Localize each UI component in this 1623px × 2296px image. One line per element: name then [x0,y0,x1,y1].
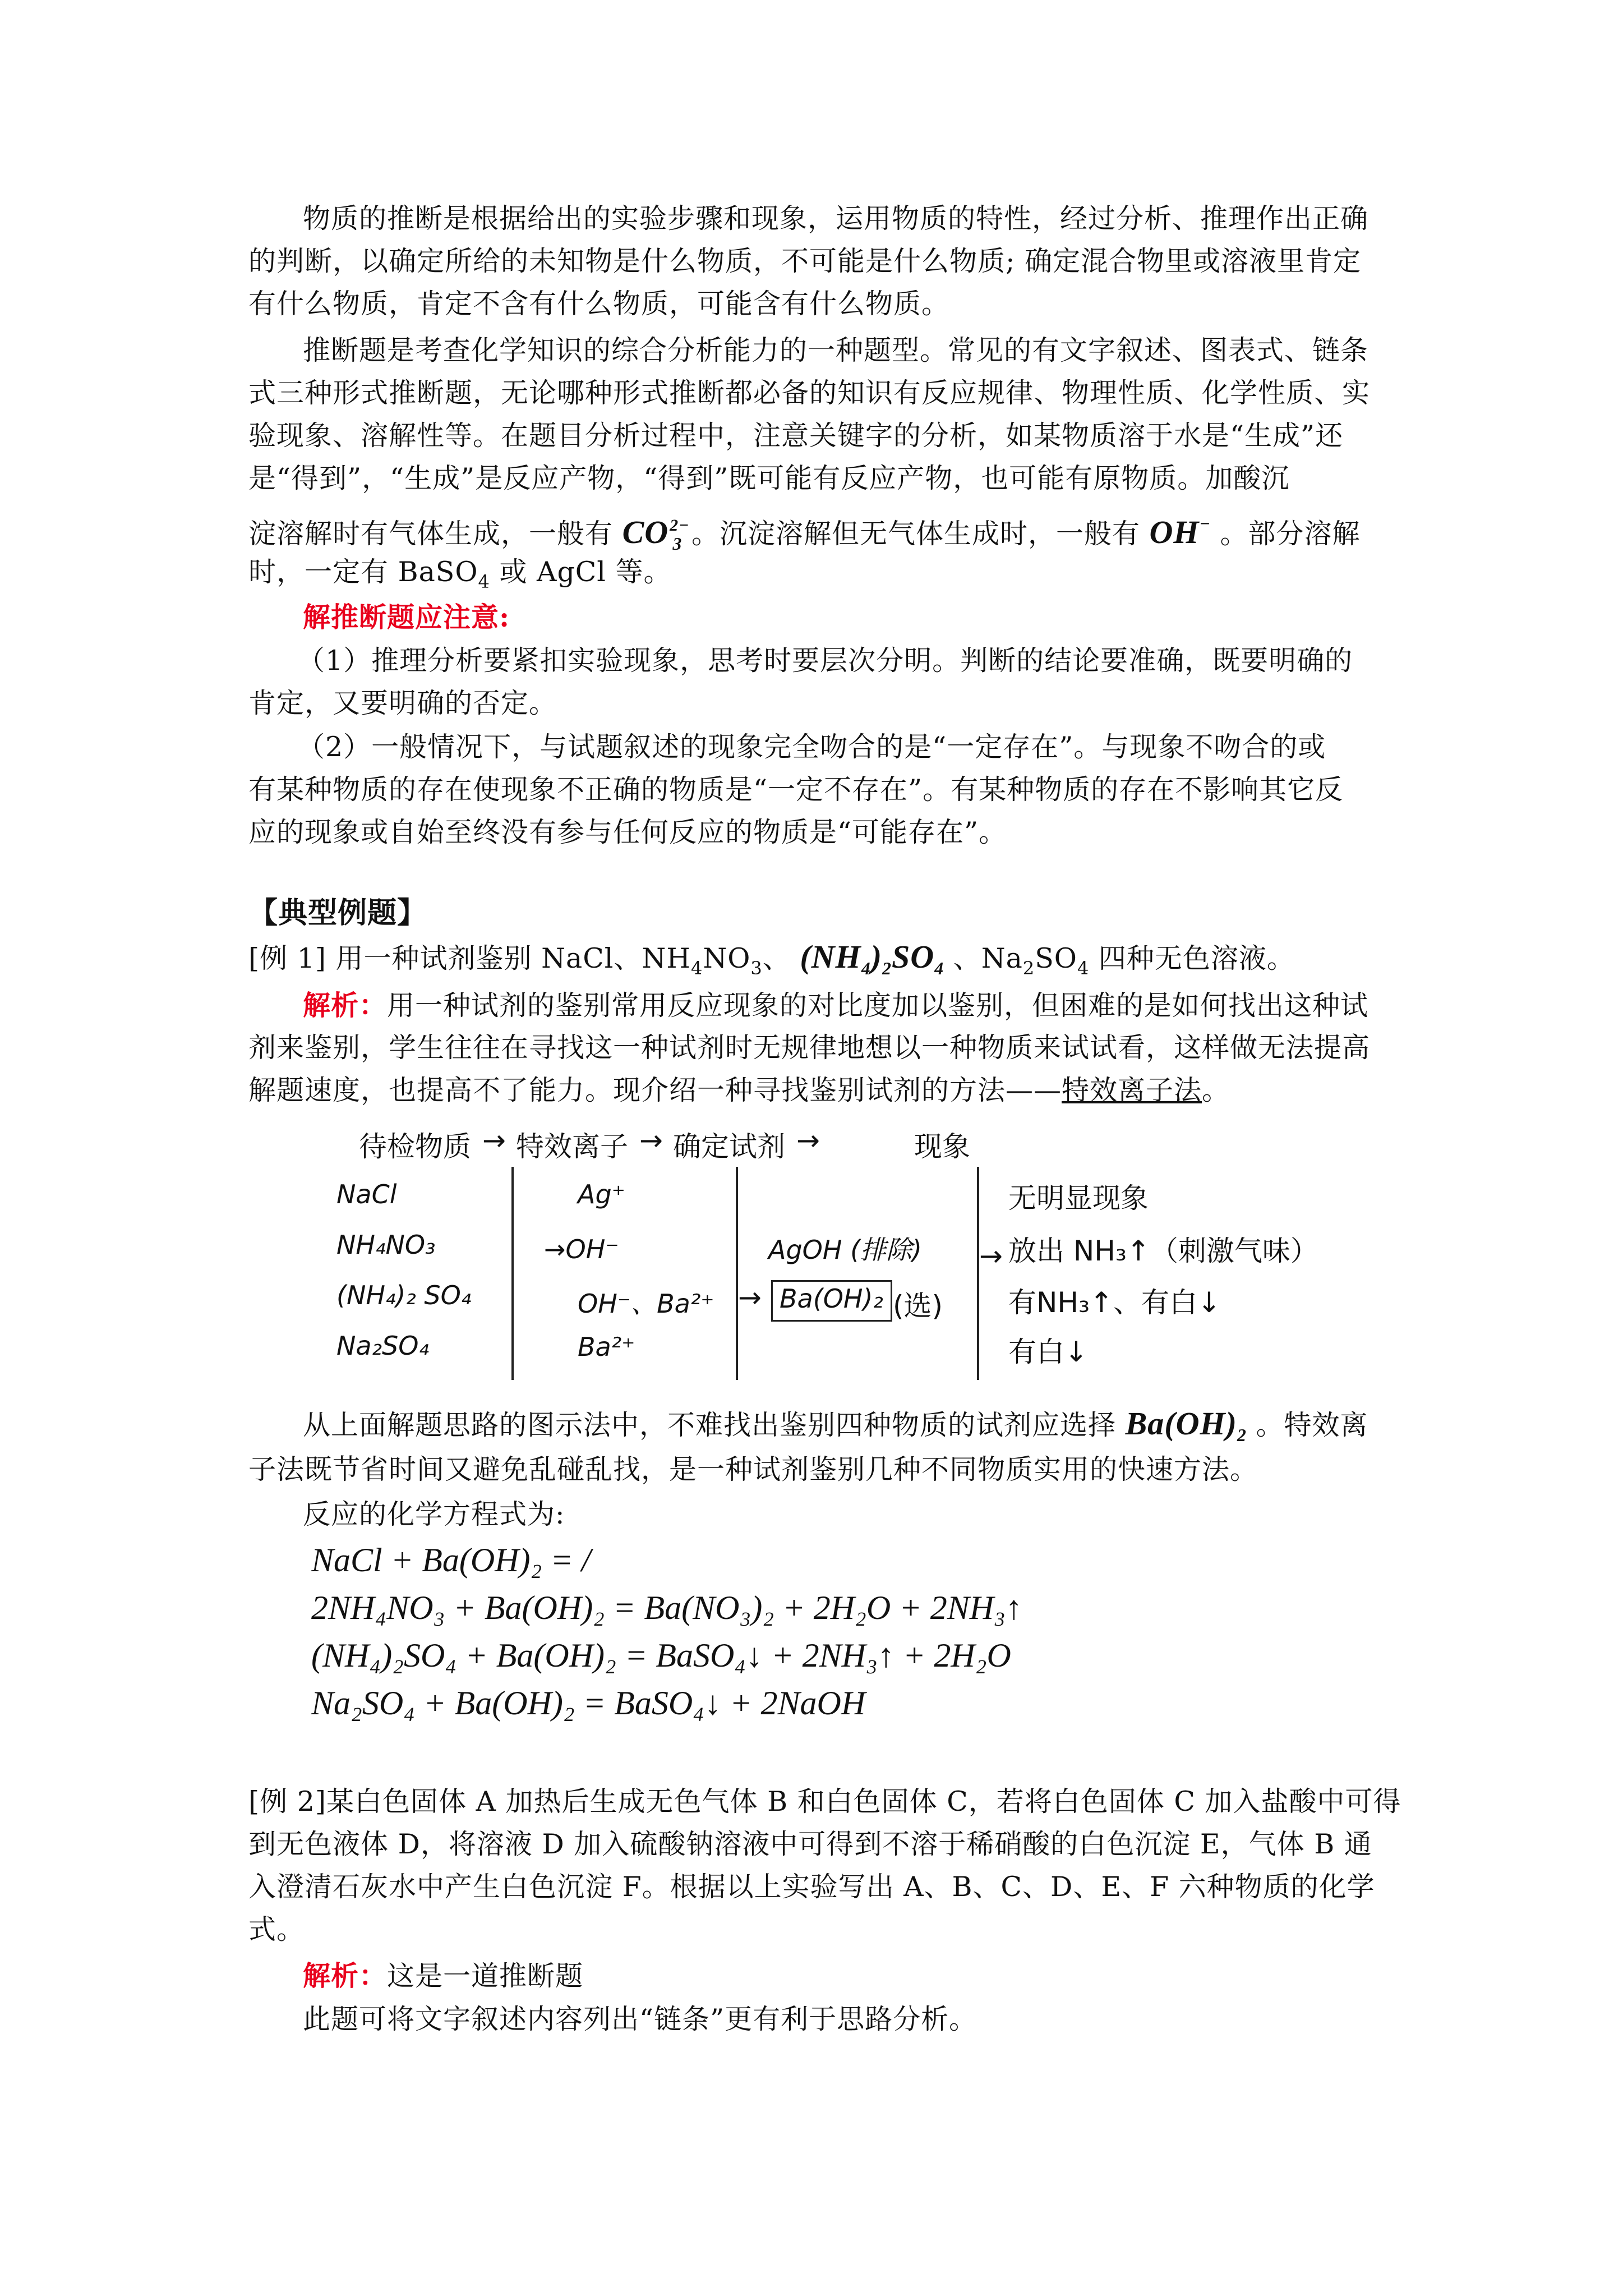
separator-1 [511,1167,514,1380]
result-nh4no3: 放出 NH₃↑（刺激气味） [1008,1235,1318,1267]
equation-3: (NH₄)₂SO₄ + Ba(OH)₂ = BaSO₄↓ + 2NH₃↑ + 2H₂O [311,1637,1011,1674]
example2-line3: 入澄清石灰水中产生白色沉淀 F。根据以上实验写出 A、B、C、D、E、F 六种物质的化学 [248,1871,1375,1903]
example1-analysis-line3: 解题速度，也提高不了能力。现介绍一种寻找鉴别试剂的方法——特效离子法。 [248,1074,1230,1106]
result-arrow: → [979,1240,1003,1272]
example2-last-line: 此题可将文字叙述内容列出“链条”更有利于思路分析。 [303,2003,978,2035]
example2-line2: 到无色液体 D，将溶液 D 加入硫酸钠溶液中可得到不溶于稀硝酸的白色沉淀 E，气体 B 通 [248,1828,1372,1860]
intro-p1-line1: 物质的推断是根据给出的实验步骤和现象，运用物质的特性，经过分析、推理作出正确 [303,203,1369,234]
ion-oh: →OH⁻ [544,1234,619,1264]
notes-title: 解推断题应注意: [303,601,510,633]
reagent-arrow: → [738,1281,762,1314]
intro-p2-line1: 推断题是考查化学知识的综合分析能力的一种题型。常见的有文字叙述、图表式、链条 [303,334,1369,366]
example2-line4: 式。 [248,1913,305,1945]
intro-p2-line3: 验现象、溶解性等。在题目分析过程中，注意关键字的分析，如某物质溶于水是“生成”还 [248,420,1344,452]
intro-p2-line2: 式三种形式推断题，无论哪种形式推断都必备的知识有反应规律、物理性质、化学性质、实 [248,377,1371,409]
reagent-formula: $Ba(OH)_2$ [1125,1405,1247,1445]
substance-nacl: NaCl [336,1179,397,1209]
equation-2: 2NH₄NO₃ + Ba(OH)₂ = Ba(NO₃)₂ + 2H₂O + 2NH₃↑ [311,1589,1022,1626]
equations-title: 反应的化学方程式为: [303,1498,565,1530]
note2-line3: 应的现象或自始至终没有参与任何反应的物质是“可能存在”。 [248,816,1007,848]
equation-4: Na₂SO₄ + Ba(OH)₂ = BaSO₄↓ + 2NaOH [311,1685,866,1722]
reagent-baoh2: Ba(OH)₂ [780,1283,883,1314]
analysis-label: 解析： [303,989,388,1022]
result-nacl: 无明显现象 [1008,1182,1149,1214]
ammonium-sulfate-formula: $(NH_4)_2SO_4$ [800,938,944,978]
substance-nh4-2so4: (NH₄)₂ SO₄ [336,1280,472,1310]
example2-analysis: 解析：这是一道推断题 [303,1959,584,1992]
ion-ba: Ba²⁺ [578,1332,635,1362]
identification-flow-diagram [336,1122,1368,1380]
header-arrow-3: → [796,1124,820,1157]
separator-2 [736,1167,738,1380]
ion-oh-ba: OH⁻、Ba²⁺ [578,1289,714,1319]
intro-p2-line6: 时，一定有 BaSO$_4$ 或 AgCl 等。 [248,556,672,592]
header-arrow-2: → [639,1124,663,1157]
conclusion-line2: 子法既节省时间又避免乱碰乱找，是一种试剂鉴别几种不同物质实用的快速方法。 [248,1453,1258,1485]
note1-line2: 肯定，又要明确的否定。 [248,687,557,719]
note2-line1: （2）一般情况下，与试题叙述的现象完全吻合的是“一定存在”。与现象不吻合的或 [297,731,1326,763]
conclusion-line1: 从上面解题思路的图示法中，不难找出鉴别四种物质的试剂应选择 $Ba(OH)_2$ 。特效离 [303,1405,1368,1445]
note1-line1: （1）推理分析要紧扣实验现象，思考时要层次分明。判断的结论要准确，既要明确的 [297,645,1353,677]
header-arrow-1: → [482,1124,506,1157]
separator-3 [977,1167,979,1380]
header-reagent: 确定试剂 [673,1130,785,1163]
substance-na2so4: Na₂SO₄ [336,1331,429,1361]
equation-1: NaCl + Ba(OH)₂ = / [311,1542,591,1579]
intro-p2-line4: 是“得到”，“生成”是反应产物，“得到”既可能有反应产物，也可能有原物质。加酸沉 [248,462,1290,494]
intro-p1-line3: 有什么物质，肯定不含有什么物质，可能含有什么物质。 [248,288,950,320]
section-title: 【典型例题】 [248,896,427,930]
header-phenomenon: 现象 [914,1130,970,1163]
carbonate-formula: $CO^{2-}_3$ [622,514,690,554]
example1-question: [例 1] 用一种试剂鉴别 NaCl、$NH_4NO_3$、 $(NH_4)_2SO_4$ 、$Na_2SO_4$ 四种无色溶液。 [248,938,1295,979]
result-nh4-2so4: 有NH₃↑、有白↓ [1008,1286,1221,1319]
special-ion-method-link: 特效离子法 [1062,1074,1202,1106]
intro-p1-line2: 的判断，以确定所给的未知物是什么物质，不可能是什么物质; 确定混合物里或溶液里肯定 [248,245,1362,277]
reagent-chosen-note: (选) [893,1290,943,1322]
note2-line2: 有某种物质的存在使现象不正确的物质是“一定不存在”。有某种物质的存在不影响其它反 [248,774,1344,806]
result-na2so4: 有白↓ [1008,1336,1088,1368]
analysis-label-2: 解析： [303,1959,388,1992]
example1-analysis-line2: 剂来鉴别，学生往往在寻找这一种试剂时无规律地想以一种物质来试试看，这样做无法提高 [248,1032,1371,1064]
substance-nh4no3: NH₄NO₃ [336,1230,436,1260]
intro-p2-line5: 淀溶解时有气体生成，一般有 $CO^{2-}_3$ 。沉淀溶解但无气体生成时，一般有 OH− 。部分溶解 [248,513,1361,554]
hydroxide-formula: OH− [1149,513,1211,550]
ion-ag: Ag⁺ [578,1179,625,1209]
reagent-agoh-excluded: AgOH (排除) [768,1235,922,1265]
example1-analysis-line1: 解析：用一种试剂的鉴别常用反应现象的对比度加以鉴别，但困难的是如何找出这种试 [303,989,1369,1022]
header-substances: 待检物质 [359,1130,471,1163]
header-special-ions: 特效离子 [516,1130,628,1163]
example2-line1: [例 2]某白色固体 A 加热后生成无色气体 B 和白色固体 C，若将白色固体 C 加入盐酸中可得 [248,1786,1401,1818]
